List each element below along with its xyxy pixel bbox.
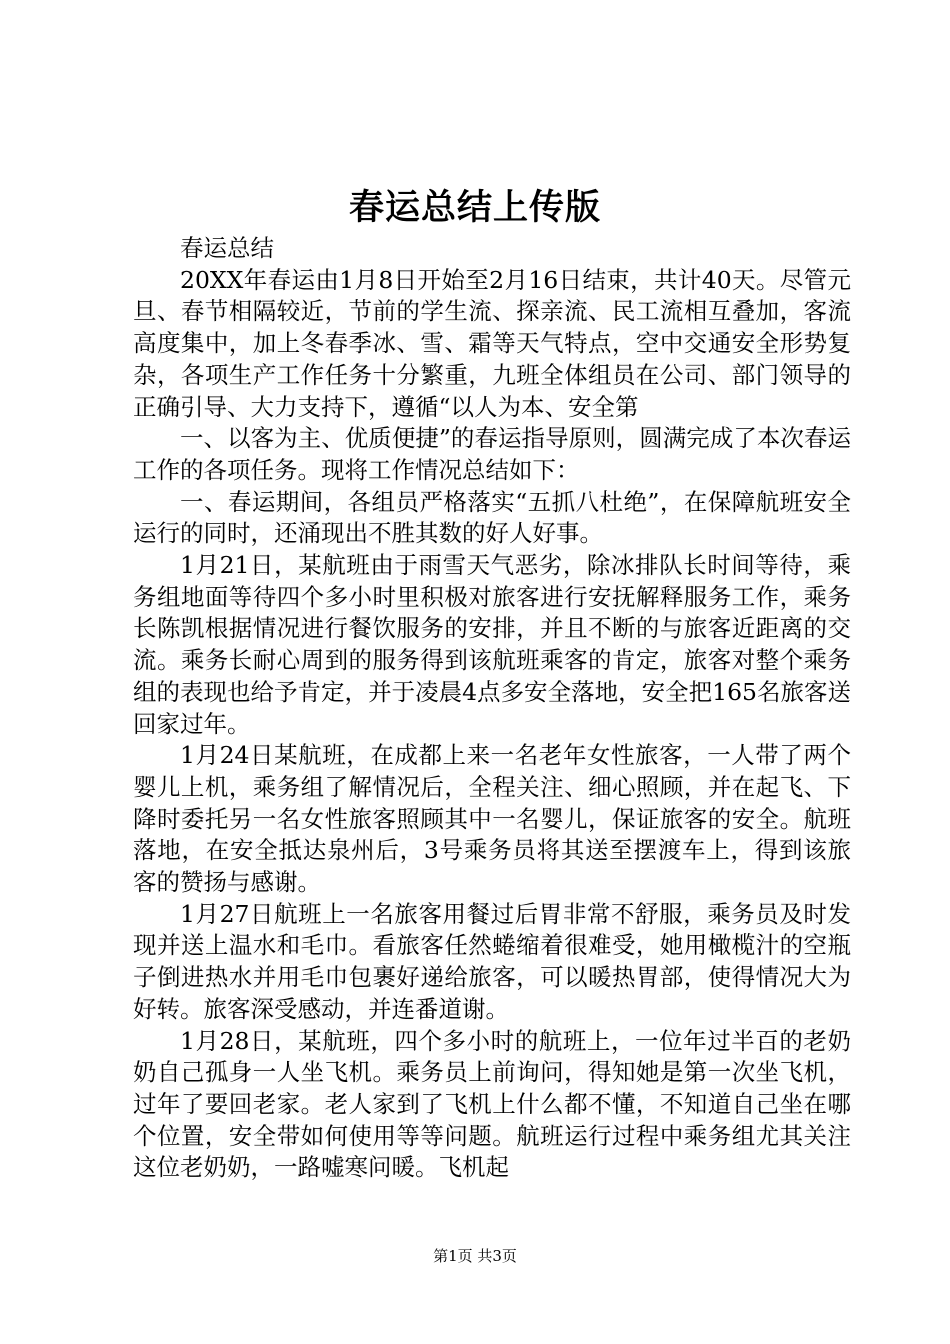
paragraph-principle: 一、以客为主、优质便捷”的春运指导原则，圆满完成了本次春运工作的各项任务。现将工作情况总结如下： [133, 424, 851, 484]
document-body [133, 233, 851, 1184]
document-title: 春运总结上传版 [348, 187, 601, 228]
page-footer: 第1页 共3页 [433, 1247, 517, 1265]
paragraph-jan21: 1月21日，某航班由于雨雪天气恶劣，除冰排队长时间等待，乘务组地面等待四个多小时里积极对旅客进行安抚解释服务工作，乘务长陈凯根据情况进行餐饮服务的安排，并且不断的与旅客近距离的交流。乘务长耐心周到的服务得到该航班乘客的肯定，旅客对整个乘务组的表现也给予肯定，并于凌晨4点多安全落地，安全把165名旅客送回家过年。 [133, 551, 851, 738]
paragraph-jan24: 1月24日某航班，在成都上来一名老年女性旅客，一人带了两个婴儿上机，乘务组了解情况后，全程关注、细心照顾，并在起飞、下降时委托另一名女性旅客照顾其中一名婴儿，保证旅客的安全。航班落地，在安全抵达泉州后，3号乘务员将其送至摆渡车上，得到该旅客的赞扬与感谢。 [133, 741, 851, 897]
paragraph-jan28: 1月28日，某航班，四个多小时的航班上，一位年过半百的老奶奶自己孤身一人坐飞机。乘务员上前询问，得知她是第一次坐飞机，过年了要回老家。老人家到了飞机上什么都不懂，不知道自己坐在哪个位置，安全带如何使用等等问题。航班运行过程中乘务组尤其关注这位老奶奶，一路嘘寒问暖。飞机起 [133, 1026, 851, 1182]
paragraph-intro: 20XX年春运由1月8日开始至2月16日结束，共计40天。尽管元旦、春节相隔较近，节前的学生流、探亲流、民工流相互叠加，客流高度集中，加上冬春季冰、雪、霜等天气特点，空中交通安全形势复杂，各项生产工作任务十分繁重，九班全体组员在公司、部门领导的正确引导、大力支持下，遵循“以人为本、安全第 [133, 265, 851, 421]
paragraph-jan27: 1月27日航班上一名旅客用餐过后胃非常不舒服，乘务员及时发现并送上温水和毛巾。看旅客任然蜷缩着很难受，她用橄榄汁的空瓶子倒进热水并用毛巾包裹好递给旅客，可以暖热胃部，使得情况大为好转。旅客深受感动，并连番道谢。 [133, 899, 851, 1023]
paragraph-section-one: 一、春运期间，各组员严格落实“五抓八杜绝”，在保障航班安全运行的同时，还涌现出不胜其数的好人好事。 [133, 487, 851, 548]
paragraph-heading: 春运总结 [180, 234, 274, 262]
